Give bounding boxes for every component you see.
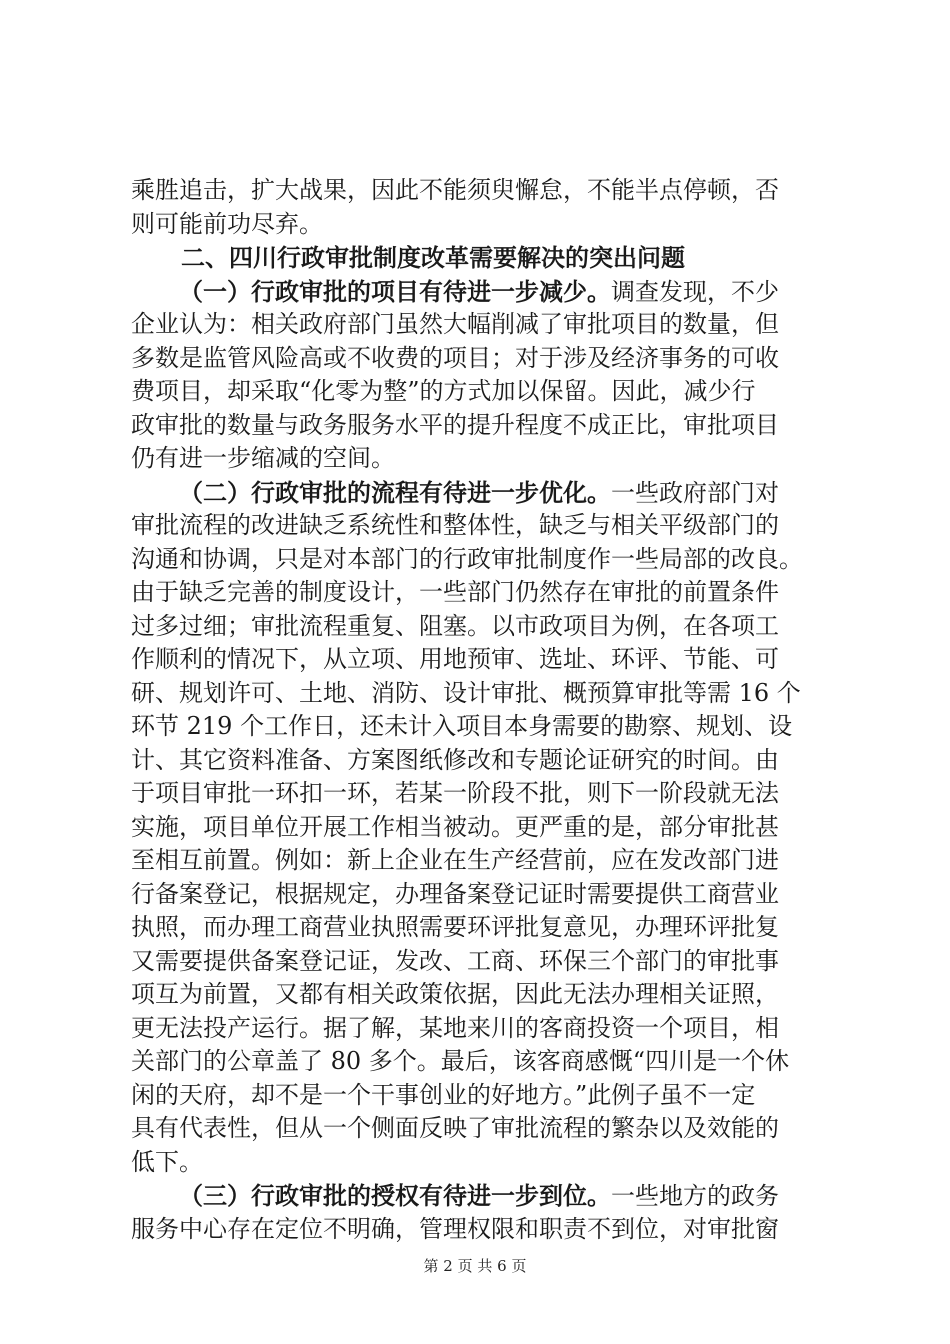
body-line: 计、其它资料准备、方案图纸修改和专题论证研究的时间。由 [131, 745, 779, 774]
page-footer [0, 1255, 950, 1276]
body-line: 至相互前置。例如：新上企业在生产经营前，应在发改部门进 [131, 846, 779, 874]
paragraph-first-line [131, 476, 831, 510]
paragraph-text: 调查发现，不少 [611, 277, 779, 306]
body-line: 仍有进一步缩减的空间。 [131, 444, 395, 472]
body-line: 审批流程的改进缺乏系统性和整体性，缺乏与相关平级部门的 [131, 511, 779, 539]
paragraph-lead: （一）行政审批的项目有待进一步减少。 [179, 276, 611, 306]
body-line: 闲的天府，却不是一个干事创业的好地方。”此例子虽不一定 [131, 1080, 756, 1109]
paragraph-lead: （二）行政审批的流程有待进一步优化。 [179, 477, 611, 507]
document-body [131, 174, 831, 1246]
body-line: 则可能前功尽弃。 [131, 209, 323, 238]
body-line: 环节 219 个工作日，还未计入项目本身需要的勘察、规划、设 [131, 712, 793, 740]
paragraph-text: 一些地方的政务 [611, 1182, 779, 1210]
paragraph-first-line [131, 275, 831, 309]
body-line: 行备案登记，根据规定，办理备案登记证时需要提供工商营业 [131, 879, 779, 908]
paragraph-text: 一些政府部门对 [611, 478, 779, 507]
page-number-label: 第 2 页 共 6 页 [423, 1257, 527, 1275]
body-line: 政审批的数量与政务服务水平的提升程度不成正比，审批项目 [131, 410, 779, 439]
body-line: 费项目，却采取“化零为整”的方式加以保留。因此，减少行 [131, 377, 756, 405]
body-line: 沟通和协调，只是对本部门的行政审批制度作一些局部的改良。 [131, 544, 803, 573]
body-line: 过多过细；审批流程重复、阻塞。以市政项目为例，在各项工 [131, 611, 779, 640]
body-line: 作顺利的情况下，从立项、用地预审、选址、环评、节能、可 [131, 645, 779, 673]
body-line: 低下。 [131, 1147, 203, 1176]
body-line: 于项目审批一环扣一环，若某一阶段不批，则下一阶段就无法 [131, 779, 779, 807]
section-heading: 二、四川行政审批制度改革需要解决的突出问题 [181, 243, 685, 272]
body-line: 具有代表性，但从一个侧面反映了审批流程的繁杂以及效能的 [131, 1114, 779, 1142]
paragraph-lead: （三）行政审批的授权有待进一步到位。 [179, 1181, 611, 1210]
body-line: 更无法投产运行。据了解，某地来川的客商投资一个项目，相 [131, 1013, 779, 1042]
body-line: 项互为前置，又都有相关政策依据，因此无法办理相关证照， [131, 980, 779, 1008]
paragraph-first-line [131, 1179, 831, 1213]
body-line: 关部门的公章盖了 80 多个。最后，该客商感慨“四川是一个休 [131, 1047, 790, 1075]
body-line: 多数是监管风险高或不收费的项目；对于涉及经济事务的可收 [131, 343, 779, 372]
body-line: 研、规划许可、土地、消防、设计审批、概预算审批等需 16 个 [131, 678, 801, 707]
body-line: 实施，项目单位开展工作相当被动。更严重的是，部分审批甚 [131, 812, 779, 841]
body-line: 企业认为：相关政府部门虽然大幅削减了审批项目的数量，但 [131, 310, 779, 338]
body-line: 乘胜追击，扩大战果，因此不能须臾懈怠，不能半点停顿，否 [131, 176, 779, 204]
body-line: 又需要提供备案登记证，发改、工商、环保三个部门的审批事 [131, 946, 779, 975]
body-line: 服务中心存在定位不明确，管理权限和职责不到位，对审批窗 [131, 1214, 779, 1243]
body-line: 由于缺乏完善的制度设计，一些部门仍然存在审批的前置条件 [131, 578, 779, 606]
body-line: 执照，而办理工商营业执照需要环评批复意见，办理环评批复 [131, 913, 779, 941]
